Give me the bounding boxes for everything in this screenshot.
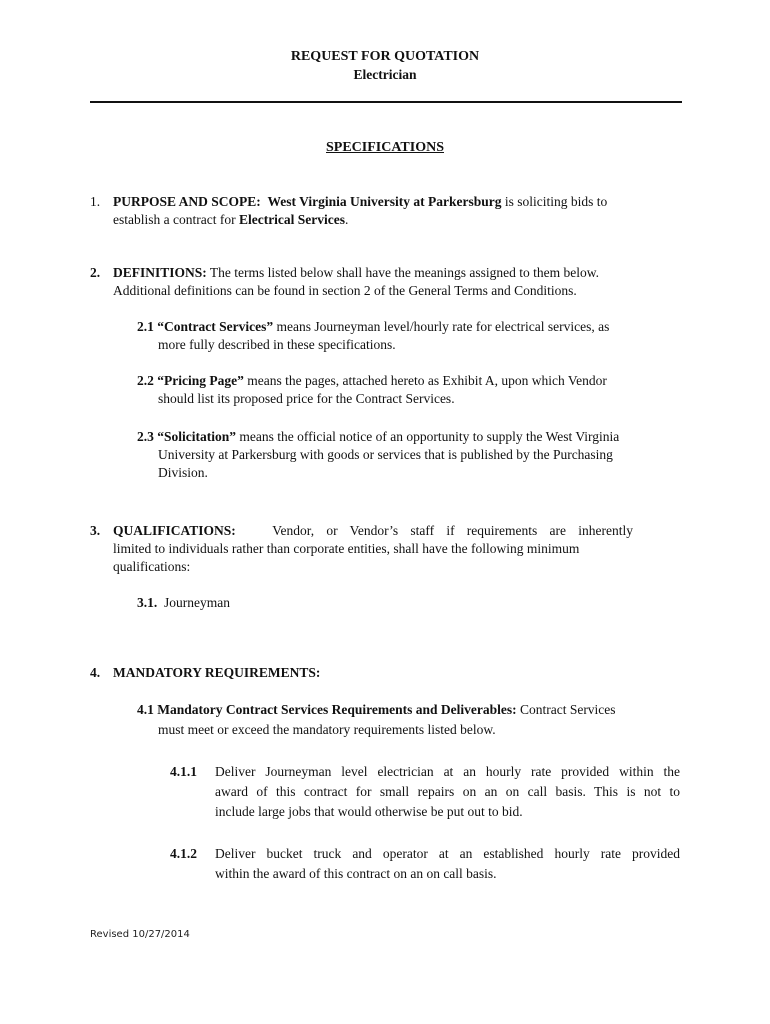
- definition-term: 2.3 “Solicitation”: [137, 429, 237, 444]
- document-subtitle: Electrician: [353, 67, 417, 82]
- document-title: REQUEST FOR QUOTATION: [290, 49, 480, 64]
- definition-term: 2.1 “Contract Services”: [137, 319, 274, 334]
- header-divider: [90, 101, 682, 103]
- service-name: Electrical Services: [238, 212, 346, 227]
- definition-text: University at Parkersburg with goods or services that is published by the Purchasing: [158, 447, 613, 462]
- section-number: 1.: [90, 194, 101, 209]
- qualification-number: 3.1.: [137, 595, 158, 610]
- section-line: [113, 193, 607, 211]
- section-number: 3.: [90, 523, 101, 538]
- definition-item: [137, 428, 619, 446]
- requirement-text: award of this contract for small repairs on an on call basis. This is not to: [215, 784, 680, 799]
- section-text: .: [345, 212, 349, 227]
- requirement-text: Deliver Journeyman level electrician at an hourly rate provided within the: [215, 764, 680, 779]
- section-heading: PURPOSE AND SCOPE:: [113, 194, 261, 209]
- definition-text: more fully described in these specifications.: [158, 337, 396, 352]
- section-line: [113, 264, 599, 282]
- section-line: [113, 522, 633, 540]
- section-heading: QUALIFICATIONS:: [113, 523, 236, 538]
- section-number: 4.: [90, 665, 101, 680]
- requirement-number: 4.1.2: [170, 846, 197, 861]
- university-name: West Virginia University at Parkersburg: [267, 194, 502, 209]
- definition-text: means Journeyman level/hourly rate for electrical services, as: [273, 319, 610, 334]
- section-text: limited to individuals rather than corporate entities, shall have the following minimum: [113, 541, 580, 556]
- section-number: 2.: [90, 265, 101, 280]
- definition-text: means the official notice of an opportunity to supply the West Virginia: [236, 429, 620, 444]
- section-heading: DEFINITIONS:: [113, 265, 207, 280]
- subsection-text: Contract Services: [516, 702, 616, 717]
- requirement-text: within the award of this contract on an on call basis.: [215, 866, 497, 881]
- specifications-heading: SPECIFICATIONS: [326, 140, 444, 155]
- section-text: Vendor, or Vendor’s staff if requirements are inherently: [272, 523, 633, 538]
- definition-text: Division.: [158, 465, 208, 480]
- revised-date: Revised 10/27/2014: [90, 929, 190, 940]
- section-line: [113, 211, 348, 229]
- section-text: establish a contract for: [113, 212, 239, 227]
- requirement-text: Deliver bucket truck and operator at an established hourly rate provided: [215, 846, 680, 861]
- section-text: qualifications:: [113, 559, 191, 574]
- definition-term: 2.2 “Pricing Page”: [137, 373, 244, 388]
- qualification-item: [137, 594, 230, 612]
- subsection-heading: 4.1 Mandatory Contract Services Requirements and Deliverables:: [137, 702, 517, 717]
- requirement-number: 4.1.1: [170, 764, 197, 779]
- qualification-text: Journeyman: [164, 595, 230, 610]
- subsection-line: [137, 701, 616, 719]
- section-heading: MANDATORY REQUIREMENTS:: [113, 665, 321, 680]
- section-text: Additional definitions can be found in section 2 of the General Terms and Conditions.: [113, 283, 577, 298]
- definition-text: means the pages, attached hereto as Exhibit A, upon which Vendor: [243, 373, 607, 388]
- subsection-text: must meet or exceed the mandatory requirements listed below.: [158, 722, 496, 737]
- definition-item: [137, 318, 609, 336]
- section-text: The terms listed below shall have the meanings assigned to them below.: [206, 265, 599, 280]
- section-text: is soliciting bids to: [501, 194, 608, 209]
- definition-item: [137, 372, 607, 390]
- definition-text: should list its proposed price for the Contract Services.: [158, 391, 455, 406]
- requirement-text: include large jobs that would otherwise be put out to bid.: [215, 804, 523, 819]
